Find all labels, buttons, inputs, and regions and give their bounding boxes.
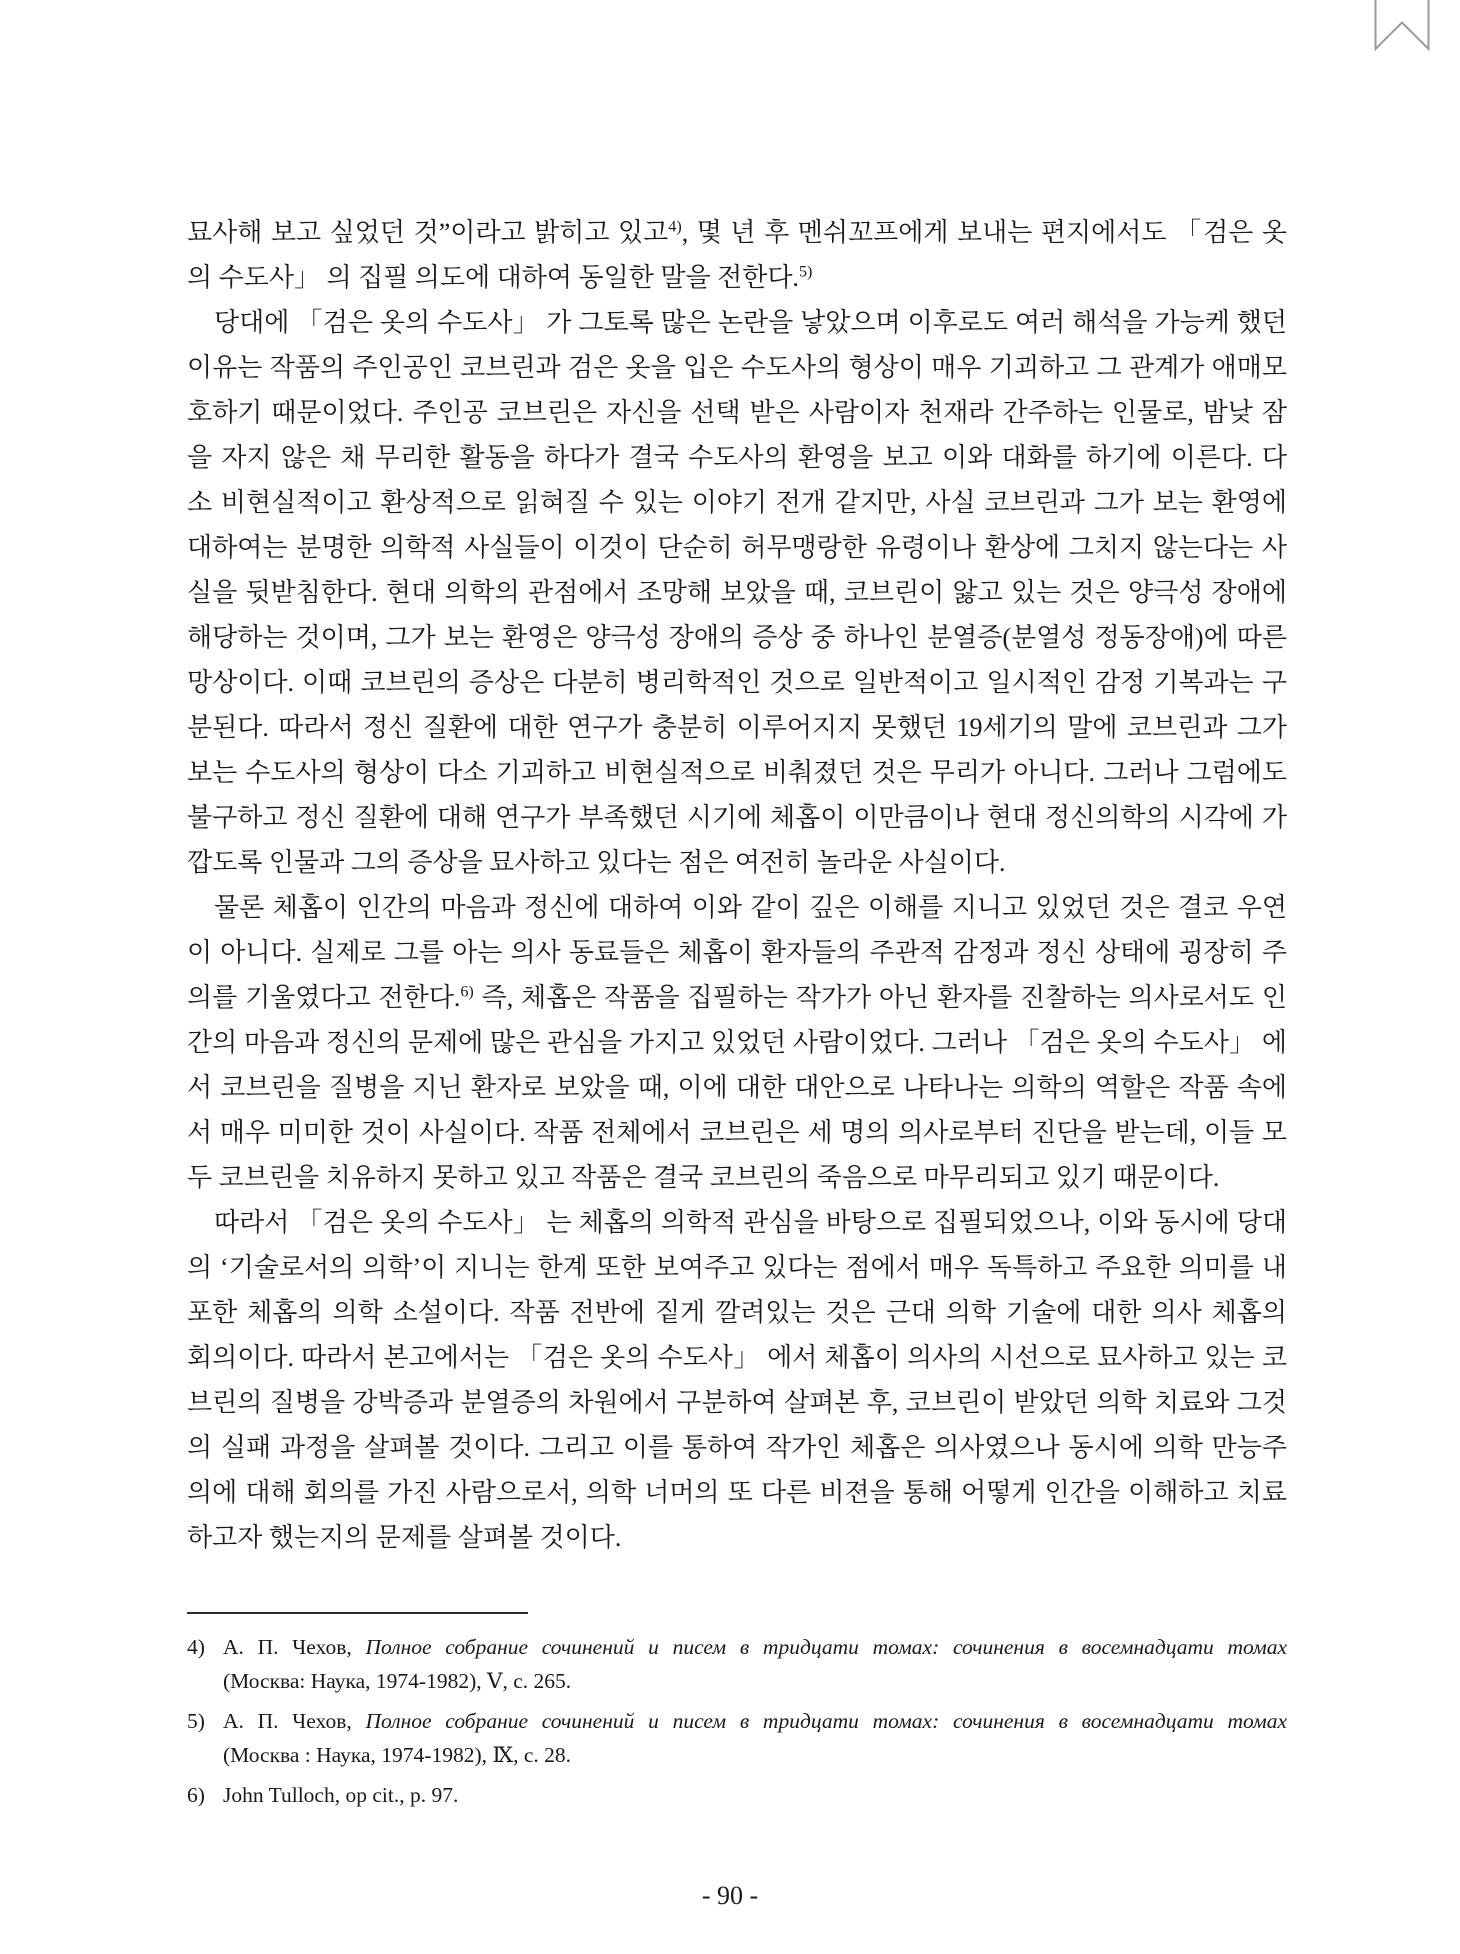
text-run: 포한 체홉의 의학 소설이다. 작품 전반에 짙게 깔려있는 것은 근대 의학 기술에 대한 의사 체홉의 xyxy=(187,1298,1287,1327)
body-line xyxy=(187,1020,1287,1065)
text-run: 분된다. 따라서 정신 질환에 대한 연구가 충분히 이루어지지 못했던 19세기의 말에 코브린과 그가 xyxy=(187,713,1287,742)
body-line xyxy=(187,975,1287,1020)
footnote-marker: 5) xyxy=(187,1709,205,1733)
text-run: 브린의 질병을 강박증과 분열증의 차원에서 구분하여 살펴본 후, 코브린이 받았던 의학 치료와 그것 xyxy=(187,1388,1287,1417)
text-run: 호하기 때문이었다. 주인공 코브린은 자신을 선택 받은 사람이자 천재라 간주하는 인물로, 밤낮 잠 xyxy=(187,398,1287,427)
body-line xyxy=(187,1290,1287,1335)
footnote-marker: 4) xyxy=(187,1635,205,1659)
text-run: 의 ‘기술로서의 의학’이 지니는 한계 또한 보여주고 있다는 점에서 매우 독특하고 주요한 의미를 내 xyxy=(187,1253,1287,1282)
footnote-separator xyxy=(187,1612,528,1614)
body-line xyxy=(187,1155,1287,1200)
text-run: (Москва : Наука, 1974-1982), Ⅸ, с. 28. xyxy=(223,1743,572,1767)
footnote-line xyxy=(223,1778,1287,1812)
text-run: 보는 수도사의 형상이 다소 기괴하고 비현실적으로 비춰졌던 것은 무리가 아니다. 그러나 그럼에도 xyxy=(187,758,1287,787)
body-line xyxy=(187,1380,1287,1425)
body-line xyxy=(187,795,1287,840)
text-run: 의를 기울였다고 전한다. xyxy=(187,983,461,1012)
text-run: 따라서 「검은 옷의 수도사」 는 체홉의 의학적 관심을 바탕으로 집필되었으나, 이와 동시에 당대 xyxy=(214,1208,1287,1237)
body-line xyxy=(187,1335,1287,1380)
body-line xyxy=(187,570,1287,615)
footnote-marker: 6) xyxy=(187,1783,205,1807)
text-run: 이유는 작품의 주인공인 코브린과 검은 옷을 입은 수도사의 형상이 매우 기괴하고 그 관계가 애매모 xyxy=(187,353,1287,382)
text-run: 서 매우 미미한 것이 사실이다. 작품 전체에서 코브린은 세 명의 의사로부터 진단을 받는데, 이들 모 xyxy=(187,1118,1287,1147)
text-run: 실을 뒷받침한다. 현대 의학의 관점에서 조망해 보았을 때, 코브린이 앓고 있는 것은 양극성 장애에 xyxy=(187,578,1287,607)
body-line xyxy=(187,300,1287,345)
footnote-line xyxy=(223,1664,1287,1698)
text-run: 의 실패 과정을 살펴볼 것이다. 그리고 이를 통하여 작가인 체홉은 의사였으나 동시에 의학 만능주 xyxy=(187,1433,1287,1462)
text-run: 불구하고 정신 질환에 대해 연구가 부족했던 시기에 체홉이 이만큼이나 현대 정신의학의 시각에 가 xyxy=(187,803,1287,832)
body-line xyxy=(187,1110,1287,1155)
text-run: А. П. Чехов, xyxy=(223,1709,366,1733)
body-line xyxy=(187,840,1287,885)
text-run: (Москва: Наука, 1974-1982), Ⅴ, с. 265. xyxy=(223,1669,572,1693)
text-run: 두 코브린을 치유하지 못하고 있고 작품은 결국 코브린의 죽음으로 마무리되고 있기 때문이다. xyxy=(187,1163,1220,1192)
body-line xyxy=(187,210,1287,255)
text-run: 을 자지 않은 채 무리한 활동을 하다가 결국 수도사의 환영을 보고 이와 대화를 하기에 이른다. 다 xyxy=(187,443,1287,472)
body-paragraph xyxy=(187,300,1287,885)
text-run: John Tulloch, op cit., p. 97. xyxy=(223,1783,459,1807)
footnote-item xyxy=(187,1630,1287,1698)
footnotes xyxy=(187,1630,1287,1818)
body-line xyxy=(187,1245,1287,1290)
text-run: 서 코브린을 질병을 지닌 환자로 보았을 때, 이에 대한 대안으로 나타나는 의학의 역할은 작품 속에 xyxy=(187,1073,1287,1102)
body-line xyxy=(187,1470,1287,1515)
bookmark-icon[interactable] xyxy=(1374,0,1430,52)
body-line xyxy=(187,1515,1287,1560)
text-run: 의 수도사」 의 집필 의도에 대하여 동일한 말을 전한다. xyxy=(187,263,799,292)
text-run: 회의이다. 따라서 본고에서는 「검은 옷의 수도사」 에서 체홉이 의사의 시선으로 묘사하고 있는 코 xyxy=(187,1343,1287,1372)
footnote-item xyxy=(187,1778,1287,1812)
text-run: 소 비현실적이고 환상적으로 읽혀질 수 있는 이야기 전개 같지만, 사실 코브린과 그가 보는 환영에 xyxy=(187,488,1287,517)
text-run: 이 아니다. 실제로 그를 아는 의사 동료들은 체홉이 환자들의 주관적 감정과 정신 상태에 굉장히 주 xyxy=(187,938,1287,967)
body-line xyxy=(187,345,1287,390)
text-run: 깝도록 인물과 그의 증상을 묘사하고 있다는 점은 여전히 놀라운 사실이다. xyxy=(187,848,1006,877)
footnote-line xyxy=(223,1704,1287,1738)
footnote-line xyxy=(223,1738,1287,1772)
footnote-ref: 4) xyxy=(668,218,682,236)
body-line xyxy=(187,525,1287,570)
text-run: , 몇 년 후 멘쉬꼬프에게 보내는 편지에서도 「검은 옷 xyxy=(681,218,1287,247)
body-line xyxy=(187,1200,1287,1245)
text-run: 즉, 체홉은 작품을 집필하는 작가가 아닌 환자를 진찰하는 의사로서도 인 xyxy=(473,983,1287,1012)
body-line xyxy=(187,435,1287,480)
text-run: 해당하는 것이며, 그가 보는 환영은 양극성 장애의 증상 중 하나인 분열증(분열성 정동장애)에 따른 xyxy=(187,623,1287,652)
text-run: 망상이다. 이때 코브린의 증상은 다분히 병리학적인 것으로 일반적이고 일시적인 감정 기복과는 구 xyxy=(187,668,1287,697)
body-line xyxy=(187,480,1287,525)
text-run: 당대에 「검은 옷의 수도사」 가 그토록 많은 논란을 낳았으며 이후로도 여러 해석을 가능케 했던 xyxy=(214,308,1287,337)
text-run: Полное собрание сочинений и писем в тридцати томах: сочинения в восемнадцати томах xyxy=(365,1709,1287,1733)
body-line xyxy=(187,1065,1287,1110)
text-run: 대하여는 분명한 의학적 사실들이 이것이 단순히 허무맹랑한 유령이나 환상에 그치지 않는다는 사 xyxy=(187,533,1287,562)
body-line xyxy=(187,885,1287,930)
text-run: 묘사해 보고 싶었던 것”이라고 밝히고 있고 xyxy=(187,218,669,247)
body-line xyxy=(187,390,1287,435)
body-paragraph xyxy=(187,885,1287,1200)
text-run: 의에 대해 회의를 가진 사람으로서, 의학 너머의 또 다른 비젼을 통해 어떻게 인간을 이해하고 치료 xyxy=(187,1478,1287,1507)
footnote-ref: 5) xyxy=(798,263,813,281)
text-run: 하고자 했는지의 문제를 살펴볼 것이다. xyxy=(187,1523,622,1552)
body-line xyxy=(187,705,1287,750)
body-paragraph xyxy=(187,210,1287,300)
body-paragraph xyxy=(187,1200,1287,1560)
footnote-ref: 6) xyxy=(460,983,474,1001)
text-run: Полное собрание сочинений и писем в тридцати томах: сочинения в восемнадцати томах xyxy=(365,1635,1287,1659)
text-run: А. П. Чехов, xyxy=(223,1635,366,1659)
text-run: 물론 체홉이 인간의 마음과 정신에 대하여 이와 같이 깊은 이해를 지니고 있었던 것은 결코 우연 xyxy=(214,893,1287,922)
body-line xyxy=(187,930,1287,975)
footnote-line xyxy=(223,1630,1287,1664)
text-run: 간의 마음과 정신의 문제에 많은 관심을 가지고 있었던 사람이었다. 그러나 「검은 옷의 수도사」 에 xyxy=(187,1028,1287,1057)
body-line xyxy=(187,255,1287,300)
body-line xyxy=(187,615,1287,660)
body-line xyxy=(187,750,1287,795)
footnote-item xyxy=(187,1704,1287,1772)
body-text xyxy=(187,210,1287,1560)
body-line xyxy=(187,1425,1287,1470)
page-number: - 90 - xyxy=(701,1881,759,1910)
body-line xyxy=(187,660,1287,705)
